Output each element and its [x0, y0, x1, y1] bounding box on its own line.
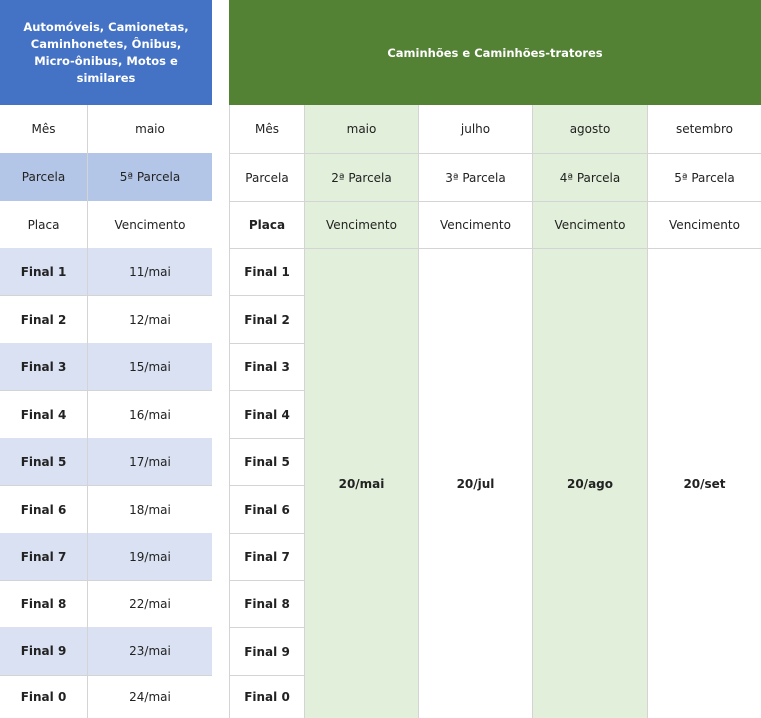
right-placa: Final 2 — [229, 295, 304, 343]
left-row-vencimento: 24/mai — [87, 675, 212, 718]
col-julho-parcela: 3ª Parcela — [418, 153, 532, 201]
right-placa: Final 8 — [229, 580, 304, 627]
col-maio-vencimento: 20/mai — [304, 248, 418, 718]
col-setembro-vencimento: 20/set — [647, 248, 761, 718]
col-setembro-mes: setembro — [647, 105, 761, 153]
left-row-vencimento: 15/mai — [87, 343, 212, 390]
col-maio-vencimento-label: Vencimento — [304, 201, 418, 248]
col-agosto-parcela: 4ª Parcela — [532, 153, 647, 201]
col-julho-vencimento-label: Vencimento — [418, 201, 532, 248]
left-placa-label: Placa — [27, 217, 60, 232]
left-row-placa: Final 1 — [0, 248, 87, 295]
left-row-vencimento: 16/mai — [87, 390, 212, 438]
left-vencimento-label: Vencimento — [87, 201, 212, 248]
right-placa: Final 1 — [229, 248, 304, 295]
right-placa: Final 5 — [229, 438, 304, 485]
left-parcela-label: Parcela — [0, 153, 87, 201]
left-row-placa: Final 7 — [0, 533, 87, 580]
col-maio-mes: maio — [304, 105, 418, 153]
left-row-vencimento: 23/mai — [87, 627, 212, 675]
col-agosto-vencimento-label: Vencimento — [532, 201, 647, 248]
right-placa: Final 4 — [229, 390, 304, 438]
left-row-placa: Final 8 — [0, 580, 87, 627]
right-header: Caminhões e Caminhões-tratores — [229, 0, 761, 105]
col-agosto-vencimento: 20/ago — [532, 248, 647, 718]
right-placa: Final 3 — [229, 343, 304, 390]
left-parcela-value: 5ª Parcela — [87, 153, 212, 201]
right-placa: Final 9 — [229, 627, 304, 675]
left-row-placa: Final 5 — [0, 438, 87, 485]
left-row-placa: Final 4 — [0, 390, 87, 438]
left-mes-label: Mês — [31, 122, 56, 136]
left-mes-value: maio — [87, 105, 212, 153]
left-row-placa: Final 9 — [0, 627, 87, 675]
col-julho-mes: julho — [418, 105, 532, 153]
col-setembro-parcela: 5ª Parcela — [647, 153, 761, 201]
left-row-vencimento: 19/mai — [87, 533, 212, 580]
col-julho-vencimento: 20/jul — [418, 248, 532, 718]
col-maio-parcela: 2ª Parcela — [304, 153, 418, 201]
left-row-vencimento: 12/mai — [87, 295, 212, 343]
left-row-placa: Final 2 — [0, 295, 87, 343]
col-setembro-vencimento-label: Vencimento — [647, 201, 761, 248]
right-parcela-label: Parcela — [229, 153, 304, 201]
left-row-vencimento: 18/mai — [87, 485, 212, 533]
left-row-vencimento: 11/mai — [87, 248, 212, 295]
left-row-placa: Final 6 — [0, 485, 87, 533]
col-agosto-mes: agosto — [532, 105, 647, 153]
left-header: Automóveis, Camionetas, Caminhonetes, Ônibus, Micro-ônibus, Motos e similares — [0, 0, 212, 105]
right-placa-label: Placa — [229, 201, 304, 248]
right-placa: Final 6 — [229, 485, 304, 533]
left-row-vencimento: 22/mai — [87, 580, 212, 627]
right-placa: Final 0 — [229, 675, 304, 718]
left-row-placa: Final 3 — [0, 343, 87, 390]
left-row-vencimento: 17/mai — [87, 438, 212, 485]
left-row-placa: Final 0 — [0, 675, 87, 718]
right-placa: Final 7 — [229, 533, 304, 580]
right-mes-label: Mês — [229, 105, 304, 153]
